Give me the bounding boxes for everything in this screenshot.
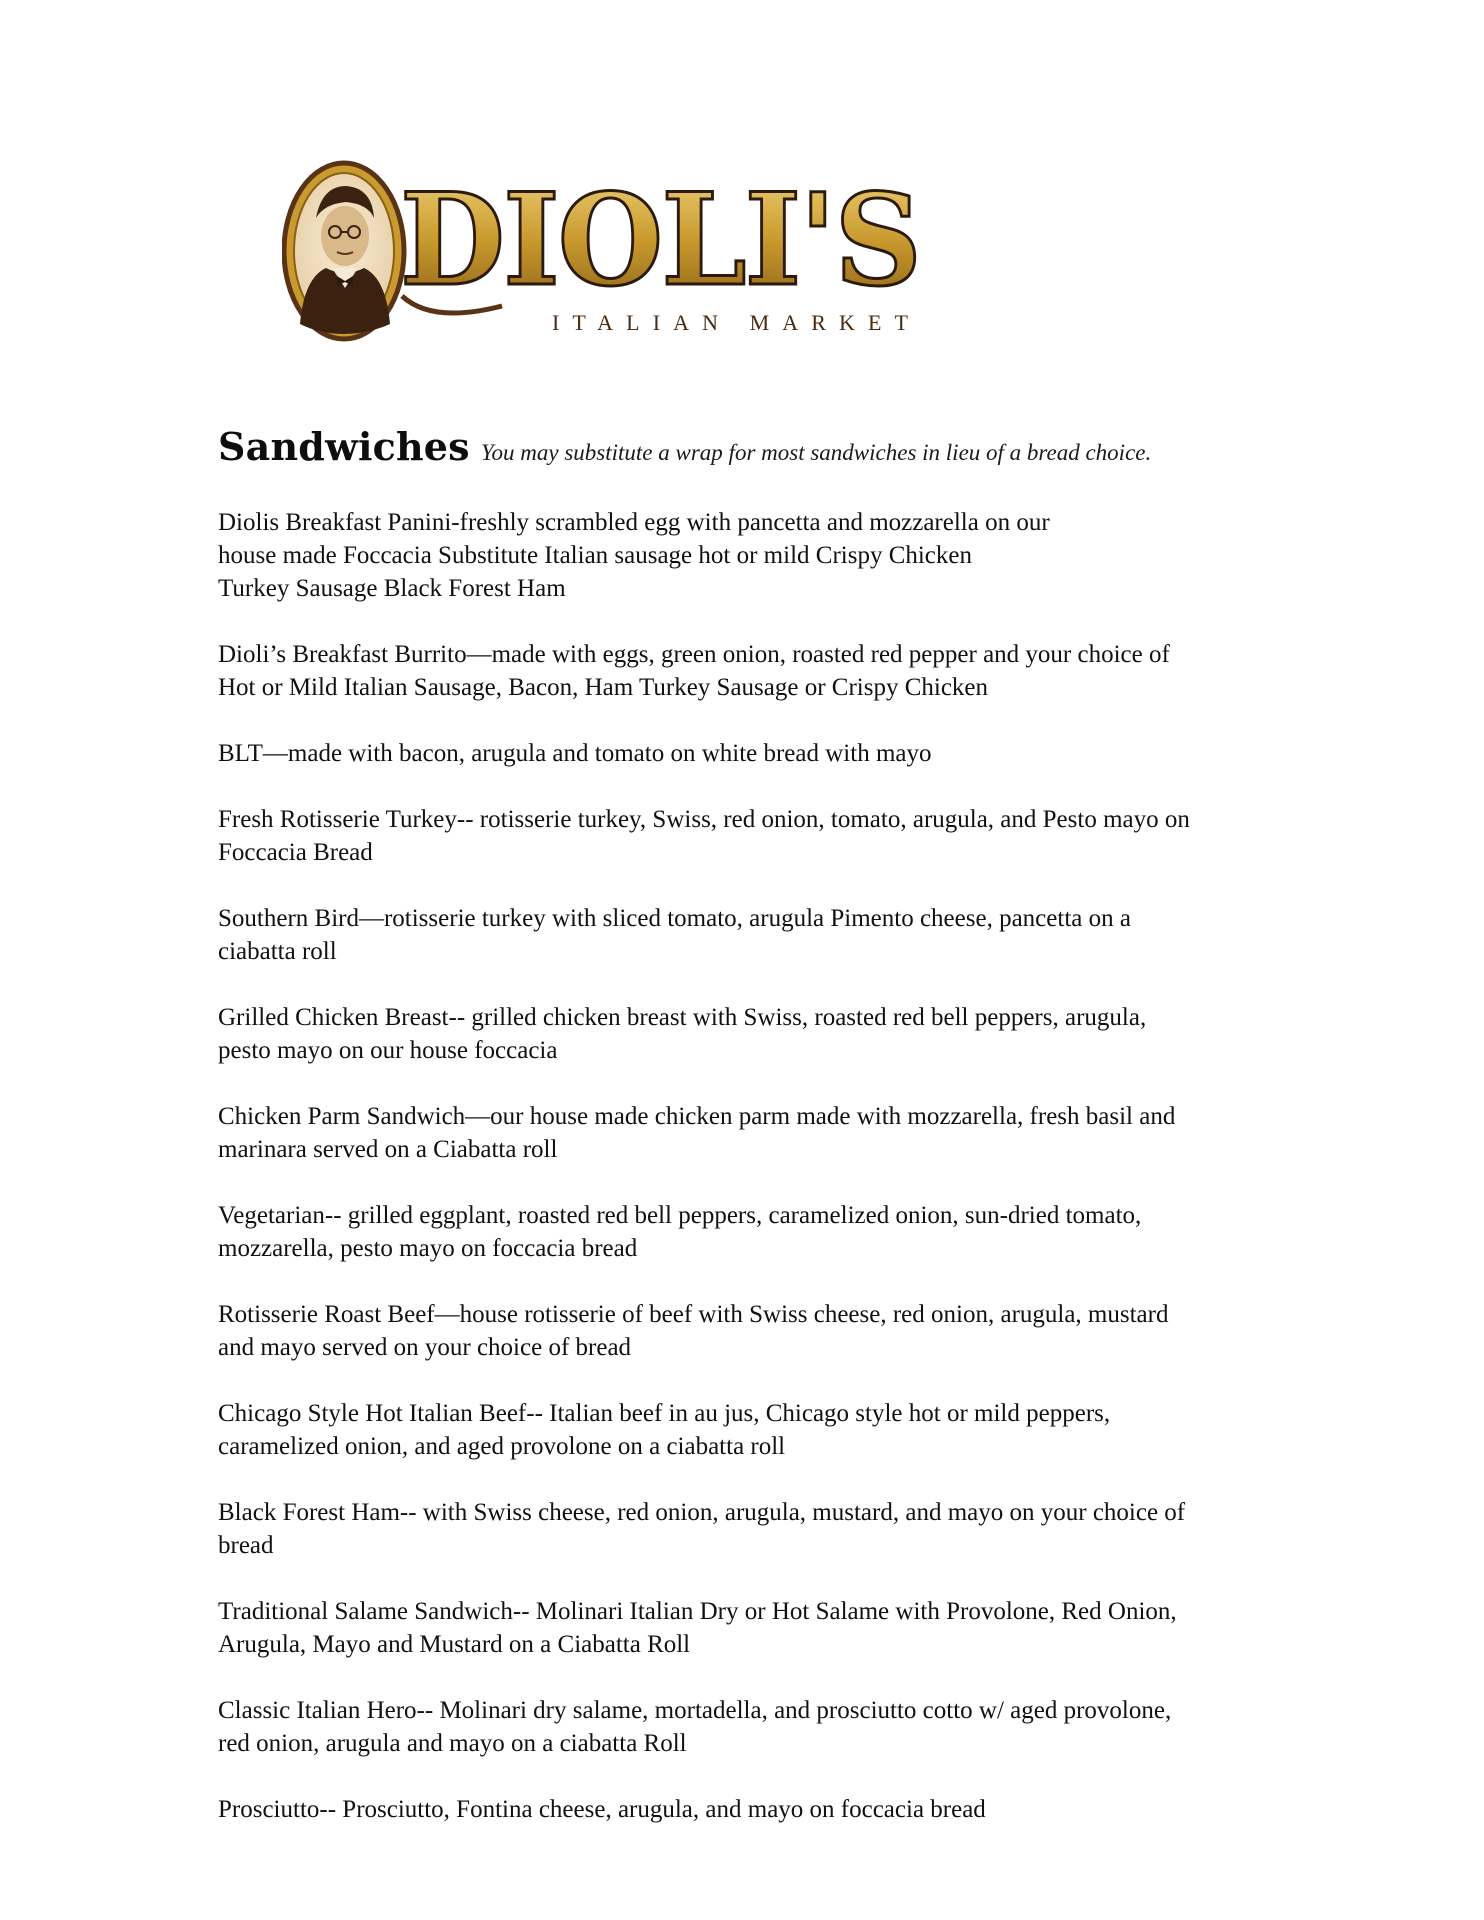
menu-item-line: Southern Bird—rotisserie turkey with sliced tomato, arugula Pimento cheese, pancetta on a <box>218 905 1131 932</box>
menu-item <box>218 803 1278 869</box>
menu-item-line: Hot or Mild Italian Sausage, Bacon, Ham Turkey Sausage or Crispy Chicken <box>218 674 989 701</box>
menu-item <box>218 1001 1278 1067</box>
menu-item-line: Turkey Sausage Black Forest Ham <box>218 575 566 602</box>
menu-item-line: caramelized onion, and aged provolone on a ciabatta roll <box>218 1433 786 1460</box>
menu-item-line: Traditional Salame Sandwich-- Molinari Italian Dry or Hot Salame with Provolone, Red Onion, <box>218 1598 1177 1625</box>
menu-item-line: Diolis Breakfast Panini-freshly scrambled egg with pancetta and mozzarella on our <box>218 509 1050 536</box>
section-title: Sandwiches <box>218 424 470 469</box>
menu-item <box>218 1793 1278 1826</box>
menu-item-line: marinara served on a Ciabatta roll <box>218 1136 558 1163</box>
menu-item <box>218 737 1278 770</box>
menu-item-line: red onion, arugula and mayo on a ciabatta Roll <box>218 1730 687 1757</box>
menu-item-line: Chicago Style Hot Italian Beef-- Italian beef in au jus, Chicago style hot or mild peppers, <box>218 1400 1111 1427</box>
menu-item-line: Black Forest Ham-- with Swiss cheese, red onion, arugula, mustard, and mayo on your choice of <box>218 1499 1186 1526</box>
brand-subtitle: ITALIAN MARKET <box>552 310 922 335</box>
menu-item <box>218 1595 1278 1661</box>
menu-item-line: house made Foccacia Substitute Italian sausage hot or mild Crispy Chicken <box>218 542 973 569</box>
menu-item-line: bread <box>218 1532 274 1559</box>
sandwich-menu-list <box>218 506 1278 1859</box>
menu-item <box>218 1694 1278 1760</box>
menu-item-line: Chicken Parm Sandwich—our house made chicken parm made with mozzarella, fresh basil and <box>218 1103 1176 1130</box>
menu-item-line: mozzarella, pesto mayo on foccacia bread <box>218 1235 638 1262</box>
menu-item <box>218 1496 1278 1562</box>
brand-wordmark <box>400 166 920 314</box>
menu-item-line: pesto mayo on our house foccacia <box>218 1037 558 1064</box>
menu-item <box>218 1199 1278 1265</box>
menu-item-line: and mayo served on your choice of bread <box>218 1334 632 1361</box>
brand-name: DIOLI'S <box>400 166 920 314</box>
menu-item <box>218 638 1278 704</box>
menu-item-line: Dioli’s Breakfast Burrito—made with eggs, green onion, roasted red pepper and your choice of <box>218 641 1170 668</box>
menu-item <box>218 1298 1278 1364</box>
menu-item-line: Vegetarian-- grilled eggplant, roasted red bell peppers, caramelized onion, sun-dried tomato, <box>218 1202 1142 1229</box>
menu-item-line: Grilled Chicken Breast-- grilled chicken breast with Swiss, roasted red bell peppers, arugula, <box>218 1004 1147 1031</box>
menu-item-line: Rotisserie Roast Beef—house rotisserie of beef with Swiss cheese, red onion, arugula, mustard <box>218 1301 1169 1328</box>
menu-item-line: Classic Italian Hero-- Molinari dry salame, mortadella, and prosciutto cotto w/ aged provolone, <box>218 1697 1172 1724</box>
menu-item-line: BLT—made with bacon, arugula and tomato on white bread with mayo <box>218 740 932 767</box>
menu-item-line: Arugula, Mayo and Mustard on a Ciabatta Roll <box>218 1631 691 1658</box>
menu-item <box>218 902 1278 968</box>
menu-item <box>218 506 1278 605</box>
menu-item-line: Fresh Rotisserie Turkey-- rotisserie turkey, Swiss, red onion, tomato, arugula, and Pesto mayo on <box>218 806 1190 833</box>
menu-item <box>218 1397 1278 1463</box>
menu-item <box>218 1100 1278 1166</box>
menu-item-line: ciabatta roll <box>218 938 337 965</box>
menu-item-line: Foccacia Bread <box>218 839 373 866</box>
section-note: You may substitute a wrap for most sandwiches in lieu of a bread choice. <box>480 440 1152 465</box>
menu-item-line: Prosciutto-- Prosciutto, Fontina cheese, arugula, and mayo on foccacia bread <box>218 1796 986 1823</box>
portrait-medallion <box>284 163 404 339</box>
dioli-logo <box>282 156 932 346</box>
section-heading <box>218 424 1318 469</box>
